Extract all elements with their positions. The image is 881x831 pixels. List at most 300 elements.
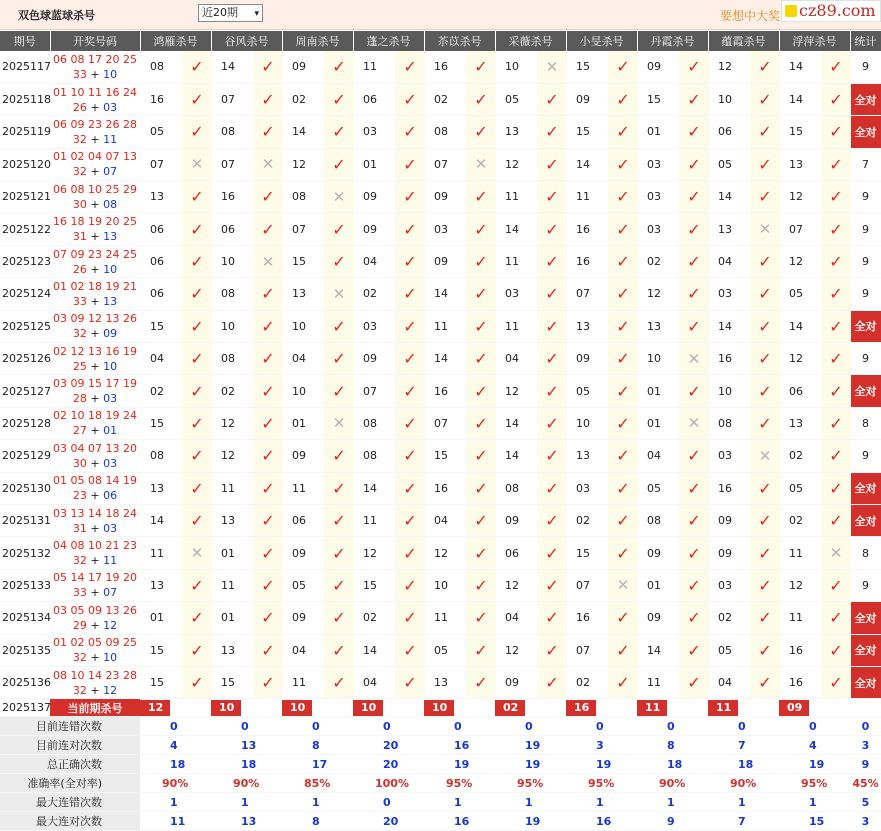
check-icon: ✓ (253, 181, 283, 212)
row-stat: 全对 (850, 375, 881, 407)
kill-pick-group (576, 278, 637, 309)
kill-pick-cell (282, 666, 353, 698)
kill-pick-number: 15 (576, 125, 590, 139)
row-stat: 9 (850, 569, 881, 601)
period-select-value: 近20期 (202, 6, 238, 19)
kill-pick-cell (708, 343, 779, 375)
kill-pick-number: 08 (292, 190, 306, 204)
kill-pick-cell (211, 537, 282, 569)
blue-ball: 07 (103, 165, 118, 179)
kill-pick-group (505, 440, 566, 471)
check-icon: ✓ (679, 181, 709, 212)
check-icon: ✓ (679, 667, 709, 698)
kill-pick-group (789, 408, 850, 439)
check-icon: ✓ (821, 51, 851, 83)
kill-pick-group (221, 116, 282, 147)
kill-pick-number: 07 (434, 416, 448, 430)
kill-pick-cell (211, 407, 282, 439)
kill-pick-number: 11 (505, 255, 519, 269)
kill-pick-cell (353, 634, 424, 666)
kill-pick-number: 03 (505, 287, 519, 301)
blue-ball: 03 (103, 456, 118, 470)
check-icon: ✓ (395, 408, 425, 439)
kill-pick-cell (211, 245, 282, 277)
kill-pick-cell (495, 310, 566, 342)
kill-pick-group (150, 375, 211, 406)
issue-number: 2025120 (0, 148, 50, 180)
blue-ball: 10 (103, 67, 118, 81)
cross-icon: ✕ (324, 408, 354, 439)
row-stat: 全对 (850, 504, 881, 536)
check-icon: ✓ (466, 375, 496, 406)
kill-pick-cell (637, 634, 708, 666)
check-icon: ✓ (679, 311, 709, 342)
table-row (0, 213, 881, 245)
kill-pick-group (576, 635, 637, 666)
kill-pick-number: 02 (363, 287, 377, 301)
issue-number: 2025128 (0, 407, 50, 439)
kill-pick-number: 08 (647, 514, 661, 528)
kill-pick-cell (779, 602, 850, 634)
kill-pick-cell (779, 504, 850, 536)
draw-line2: 32 + 12 (72, 683, 118, 697)
kill-pick-cell (353, 310, 424, 342)
kill-pick-number: 05 (505, 93, 519, 107)
kill-pick-cell (779, 310, 850, 342)
kill-pick-group (718, 440, 779, 471)
slogan-text[interactable]: 要想中大奖 (720, 9, 780, 23)
kill-pick-number: 12 (221, 416, 235, 430)
summary-value: 18 (140, 755, 211, 774)
draw-numbers (50, 51, 140, 83)
draw-numbers (50, 634, 140, 666)
kill-pick-cell (353, 148, 424, 180)
kill-pick-number: 15 (150, 676, 164, 690)
kill-pick-number: 16 (789, 643, 803, 657)
kill-pick-number: 10 (292, 319, 306, 333)
kill-pick-number: 06 (150, 287, 164, 301)
kill-pick-cell (424, 504, 495, 536)
kill-pick-number: 11 (647, 676, 661, 690)
current-kill-number: 02 (495, 700, 525, 716)
cross-icon: ✕ (679, 343, 709, 374)
summary-row (0, 793, 881, 812)
summary-value: 4 (140, 736, 211, 755)
summary-row (0, 717, 881, 736)
kill-pick-cell (353, 602, 424, 634)
kill-pick-number: 16 (434, 481, 448, 495)
kill-pick-number: 13 (150, 578, 164, 592)
kill-pick-group (363, 149, 424, 180)
kill-pick-number: 13 (576, 319, 590, 333)
kill-pick-cell (779, 83, 850, 115)
current-kill-number: 11 (708, 700, 738, 716)
kill-pick-number: 07 (363, 384, 377, 398)
draw-line2: 26 + 03 (72, 100, 118, 114)
summary-value: 4 (779, 736, 850, 755)
table-row (0, 504, 881, 536)
kill-pick-cell (495, 278, 566, 310)
kill-pick-number: 12 (789, 352, 803, 366)
kill-pick-cell (495, 666, 566, 698)
kill-pick-group (292, 440, 353, 471)
kill-pick-group (292, 602, 353, 633)
check-icon: ✓ (182, 473, 212, 504)
draw-line2: 26 + 10 (72, 262, 118, 276)
kill-pick-number: 13 (789, 157, 803, 171)
check-icon: ✓ (750, 602, 780, 633)
kill-pick-number: 03 (434, 222, 448, 236)
kill-pick-group (221, 473, 282, 504)
kill-pick-number: 09 (576, 352, 590, 366)
check-icon: ✓ (395, 375, 425, 406)
check-icon: ✓ (395, 343, 425, 374)
check-icon: ✓ (821, 181, 851, 212)
kill-pick-cell (566, 245, 637, 277)
cross-icon: ✕ (750, 213, 780, 244)
check-icon: ✓ (182, 635, 212, 666)
red-ball-last: 23 (72, 489, 87, 503)
kill-pick-number: 03 (718, 449, 732, 463)
check-icon: ✓ (182, 667, 212, 698)
red-ball-last: 31 (72, 230, 87, 244)
kill-pick-cell (495, 537, 566, 569)
kill-pick-number: 04 (505, 611, 519, 625)
kill-pick-cell (140, 569, 211, 601)
draw-numbers (50, 83, 140, 115)
kill-number-table (0, 31, 881, 831)
kill-pick-group (434, 505, 495, 536)
check-icon: ✓ (395, 602, 425, 633)
kill-pick-number: 12 (505, 157, 519, 171)
kill-pick-group (647, 181, 708, 212)
kill-pick-number: 06 (718, 125, 732, 139)
check-icon: ✓ (253, 84, 283, 115)
kill-pick-cell (424, 666, 495, 698)
kill-pick-group (150, 311, 211, 342)
kill-pick-number: 02 (292, 93, 306, 107)
kill-pick-group (363, 278, 424, 309)
kill-pick-cell (566, 343, 637, 375)
kill-pick-cell (353, 407, 424, 439)
period-select[interactable] (198, 4, 263, 22)
kill-pick-number: 09 (505, 514, 519, 528)
kill-pick-group (292, 473, 353, 504)
kill-pick-number: 14 (789, 93, 803, 107)
check-icon: ✓ (821, 505, 851, 536)
kill-pick-cell (708, 569, 779, 601)
kill-pick-number: 07 (434, 157, 448, 171)
check-icon: ✓ (324, 213, 354, 244)
kill-pick-group (576, 602, 637, 633)
red-balls-line1: 03 05 09 13 26 (53, 603, 137, 617)
kill-pick-cell (353, 666, 424, 698)
kill-pick-group (292, 408, 353, 439)
kill-pick-number: 14 (647, 643, 661, 657)
blue-ball: 13 (103, 230, 118, 244)
check-icon: ✓ (608, 408, 638, 439)
check-icon: ✓ (750, 51, 780, 83)
check-icon: ✓ (750, 408, 780, 439)
check-icon: ✓ (679, 84, 709, 115)
kill-pick-number: 01 (647, 384, 661, 398)
check-icon: ✓ (750, 505, 780, 536)
kill-pick-cell (495, 83, 566, 115)
kill-pick-group (647, 278, 708, 309)
kill-pick-number: 02 (789, 514, 803, 528)
summary-value: 7 (708, 736, 779, 755)
check-icon: ✓ (537, 537, 567, 568)
kill-pick-number: 05 (150, 125, 164, 139)
summary-value: 95% (779, 774, 850, 793)
summary-value: 0 (211, 717, 282, 736)
kill-pick-cell (140, 634, 211, 666)
kill-pick-group (576, 570, 637, 601)
kill-pick-group (647, 667, 708, 698)
red-balls-line1: 01 02 04 07 13 (53, 150, 137, 164)
kill-pick-number: 11 (789, 546, 803, 560)
table-row (0, 602, 881, 634)
draw-line2: 31 + 13 (72, 230, 118, 244)
kill-pick-cell (282, 245, 353, 277)
draw-numbers (50, 602, 140, 634)
check-icon: ✓ (324, 537, 354, 568)
check-icon: ✓ (395, 440, 425, 471)
kill-pick-number: 13 (221, 514, 235, 528)
brand-logo[interactable] (781, 0, 881, 22)
kill-pick-cell (779, 116, 850, 148)
kill-pick-number: 01 (292, 416, 306, 430)
check-icon: ✓ (253, 278, 283, 309)
kill-pick-number: 16 (718, 352, 732, 366)
check-icon: ✓ (182, 440, 212, 471)
kill-pick-number: 03 (718, 287, 732, 301)
kill-pick-number: 04 (718, 676, 732, 690)
kill-pick-group (718, 667, 779, 698)
kill-pick-cell (140, 245, 211, 277)
summary-value: 19 (779, 755, 850, 774)
kill-pick-cell (708, 634, 779, 666)
check-icon: ✓ (537, 278, 567, 309)
kill-pick-cell (211, 278, 282, 310)
red-balls-line1: 07 09 23 24 25 (53, 247, 137, 261)
draw-numbers (50, 310, 140, 342)
kill-pick-number: 12 (292, 157, 306, 171)
check-icon: ✓ (750, 473, 780, 504)
kill-pick-group (434, 408, 495, 439)
kill-pick-cell (566, 569, 637, 601)
kill-pick-cell (282, 343, 353, 375)
kill-pick-number: 16 (434, 384, 448, 398)
kill-pick-number: 12 (647, 287, 661, 301)
kill-pick-cell (708, 148, 779, 180)
kill-pick-cell (140, 504, 211, 536)
check-icon: ✓ (253, 213, 283, 244)
kill-pick-number: 16 (576, 611, 590, 625)
check-icon: ✓ (324, 602, 354, 633)
kill-pick-cell (282, 634, 353, 666)
kill-pick-group (434, 149, 495, 180)
kill-pick-number: 14 (789, 60, 803, 74)
check-icon: ✓ (679, 537, 709, 568)
kill-pick-cell (708, 181, 779, 213)
kill-pick-number: 02 (576, 514, 590, 528)
blue-ball: 10 (103, 359, 118, 373)
check-icon: ✓ (395, 149, 425, 180)
kill-pick-group (505, 408, 566, 439)
check-icon: ✓ (537, 408, 567, 439)
check-icon: ✓ (466, 667, 496, 698)
kill-pick-group (789, 602, 850, 633)
kill-pick-group (221, 537, 282, 568)
kill-pick-group (292, 537, 353, 568)
summary-value: 20 (353, 812, 424, 831)
check-icon: ✓ (608, 278, 638, 309)
column-header: 苶苡杀号 (424, 31, 495, 51)
draw-line2: 30 + 08 (72, 197, 118, 211)
kill-pick-group (718, 84, 779, 115)
red-ball-last: 33 (72, 294, 87, 308)
current-kill-number: 10 (211, 700, 241, 716)
kill-pick-group (292, 278, 353, 309)
kill-pick-number: 02 (576, 676, 590, 690)
kill-pick-group (789, 51, 850, 83)
current-kill-cell (140, 699, 211, 717)
summary-value: 0 (353, 793, 424, 812)
check-icon: ✓ (608, 505, 638, 536)
check-icon: ✓ (750, 375, 780, 406)
kill-pick-number: 06 (292, 514, 306, 528)
kill-pick-number: 07 (221, 93, 235, 107)
row-stat: 9 (850, 440, 881, 472)
kill-pick-number: 14 (434, 352, 448, 366)
check-icon: ✓ (537, 343, 567, 374)
kill-pick-number: 09 (718, 546, 732, 560)
kill-pick-number: 02 (647, 255, 661, 269)
kill-pick-number: 08 (221, 287, 235, 301)
kill-pick-number: 09 (363, 190, 377, 204)
table-row (0, 278, 881, 310)
kill-pick-cell (708, 504, 779, 536)
check-icon: ✓ (679, 51, 709, 83)
kill-pick-number: 11 (150, 546, 164, 560)
check-icon: ✓ (253, 505, 283, 536)
check-icon: ✓ (750, 246, 780, 277)
blue-ball: 12 (103, 683, 118, 697)
row-stat: 全对 (850, 602, 881, 634)
kill-pick-group (789, 343, 850, 374)
check-icon: ✓ (537, 635, 567, 666)
check-icon: ✓ (750, 537, 780, 568)
draw-numbers (50, 375, 140, 407)
summary-value: 1 (282, 793, 353, 812)
kill-pick-number: 16 (718, 481, 732, 495)
kill-pick-cell (282, 569, 353, 601)
kill-pick-group (718, 635, 779, 666)
summary-value: 1 (495, 793, 566, 812)
check-icon: ✓ (537, 116, 567, 147)
summary-value: 16 (566, 812, 637, 831)
check-icon: ✓ (821, 278, 851, 309)
kill-pick-group (434, 602, 495, 633)
kill-pick-group (789, 635, 850, 666)
kill-pick-number: 13 (718, 222, 732, 236)
kill-pick-number: 16 (221, 190, 235, 204)
kill-pick-cell (637, 407, 708, 439)
kill-pick-group (505, 375, 566, 406)
check-icon: ✓ (821, 246, 851, 277)
summary-value: 3 (850, 736, 881, 755)
check-icon: ✓ (395, 311, 425, 342)
issue-number: 2025125 (0, 310, 50, 342)
kill-pick-group (434, 311, 495, 342)
kill-pick-number: 03 (647, 222, 661, 236)
kill-pick-number: 14 (434, 287, 448, 301)
kill-pick-group (718, 602, 779, 633)
red-balls-line1: 08 10 14 23 28 (53, 668, 137, 682)
kill-pick-group (434, 635, 495, 666)
red-ball-last: 28 (72, 392, 87, 406)
check-icon: ✓ (324, 311, 354, 342)
summary-value: 16 (424, 736, 495, 755)
check-icon: ✓ (750, 149, 780, 180)
red-balls-line1: 16 18 19 20 25 (53, 215, 137, 229)
blue-ball: 11 (103, 554, 118, 568)
kill-pick-cell (495, 343, 566, 375)
kill-pick-group (434, 84, 495, 115)
kill-pick-cell (211, 116, 282, 148)
kill-pick-number: 13 (221, 643, 235, 657)
kill-pick-number: 14 (363, 481, 377, 495)
kill-pick-number: 10 (718, 93, 732, 107)
kill-pick-group (647, 375, 708, 406)
check-icon: ✓ (466, 635, 496, 666)
check-icon: ✓ (466, 473, 496, 504)
check-icon: ✓ (466, 570, 496, 601)
kill-pick-cell (779, 343, 850, 375)
check-icon: ✓ (608, 667, 638, 698)
current-kill-number: 10 (424, 700, 454, 716)
kill-pick-cell (282, 148, 353, 180)
blue-ball: 03 (103, 521, 118, 535)
kill-pick-group (505, 311, 566, 342)
kill-pick-number: 09 (363, 352, 377, 366)
kill-pick-group (150, 667, 211, 698)
column-header: 蕴霞杀号 (708, 31, 779, 51)
row-stat: 9 (850, 245, 881, 277)
check-icon: ✓ (395, 181, 425, 212)
check-icon: ✓ (395, 635, 425, 666)
kill-pick-group (150, 213, 211, 244)
kill-pick-cell (495, 569, 566, 601)
kill-pick-cell (495, 148, 566, 180)
cross-icon: ✕ (182, 537, 212, 568)
summary-value: 0 (850, 717, 881, 736)
check-icon: ✓ (821, 149, 851, 180)
kill-pick-group (363, 408, 424, 439)
summary-value: 13 (211, 812, 282, 831)
kill-pick-cell (140, 666, 211, 698)
kill-pick-number: 10 (505, 60, 519, 74)
check-icon: ✓ (750, 84, 780, 115)
issue-number: 2025132 (0, 537, 50, 569)
red-balls-line1: 01 05 08 14 19 (53, 474, 137, 488)
column-header: 开奖号码 (50, 31, 140, 51)
kill-pick-cell (140, 83, 211, 115)
kill-pick-cell (708, 278, 779, 310)
summary-value: 20 (353, 755, 424, 774)
check-icon: ✓ (821, 635, 851, 666)
